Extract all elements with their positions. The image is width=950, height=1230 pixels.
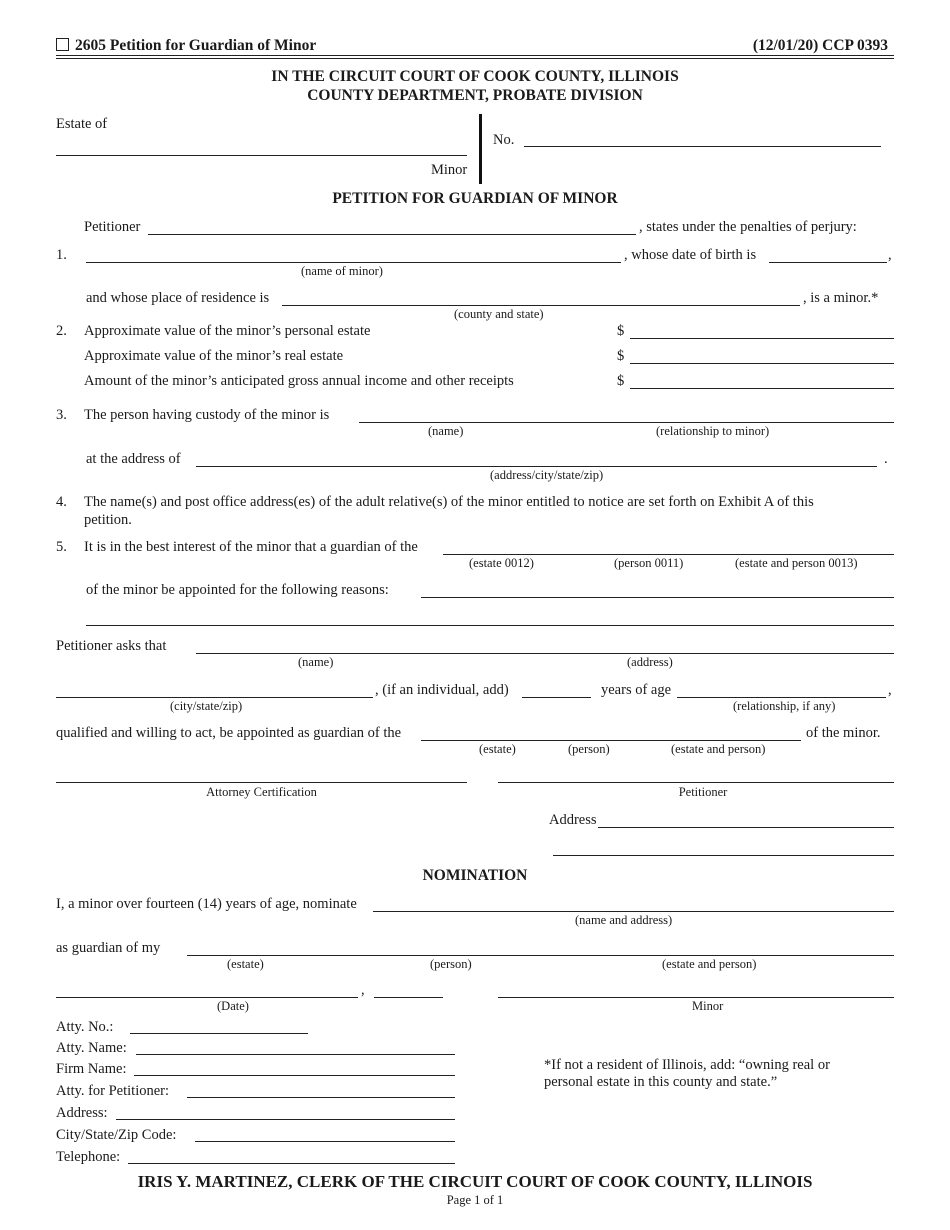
atty-no-input[interactable]	[130, 1015, 312, 1035]
custody-relationship-caption: (relationship to minor)	[656, 424, 770, 438]
custody-input[interactable]	[359, 404, 898, 424]
real-estate-label: Approximate value of the minor’s real estate	[84, 348, 344, 364]
dob-comma: ,	[888, 247, 892, 263]
real-estate-input[interactable]	[630, 345, 898, 365]
item-3-number: 3.	[56, 407, 67, 423]
petitioner-label: Petitioner	[84, 219, 141, 235]
atty-city-input[interactable]	[195, 1123, 459, 1143]
atty-address-input[interactable]	[116, 1101, 459, 1121]
name-address-caption: (name and address)	[575, 913, 673, 927]
atty-name-label: Atty. Name:	[56, 1040, 127, 1056]
individual-text: , (if an individual, add)	[375, 682, 509, 698]
date-input[interactable]	[56, 979, 362, 999]
address-caption: (address/city/state/zip)	[490, 468, 604, 482]
page-number: Page 1 of 1	[446, 1193, 504, 1207]
petitioner-address-input-1[interactable]	[598, 809, 898, 829]
nomination-type-input[interactable]	[187, 937, 898, 957]
asks-label: Petitioner asks that	[56, 638, 167, 654]
personal-estate-label: Approximate value of the minor’s personal estate	[84, 323, 371, 339]
reasons-input-2[interactable]	[86, 607, 898, 627]
caption-divider	[479, 114, 482, 184]
income-label: Amount of the minor’s anticipated gross annual income and other receipts	[84, 373, 514, 389]
income-input[interactable]	[630, 370, 898, 390]
option-person[interactable]: (person)	[568, 742, 610, 756]
dollar-sign: $	[617, 348, 625, 364]
years-of-age-text: years of age	[601, 682, 672, 698]
date-comma: ,	[361, 982, 365, 998]
firm-name-input[interactable]	[134, 1057, 459, 1077]
custody-label: The person having custody of the minor is	[84, 407, 330, 423]
nominee-city-input[interactable]	[56, 679, 377, 699]
footnote-line-1: *If not a resident of Illinois, add: “owning real or	[544, 1057, 830, 1073]
relationship-caption: (relationship, if any)	[733, 699, 836, 713]
nomination-option-estate[interactable]: (estate)	[227, 957, 264, 971]
nominee-address-caption: (address)	[627, 655, 673, 669]
nominee-name-caption: (name)	[298, 655, 334, 669]
option-person-0011[interactable]: (person 0011)	[614, 556, 684, 570]
atty-address-label: Address:	[56, 1105, 108, 1121]
option-estate-0012[interactable]: (estate 0012)	[469, 556, 534, 570]
reasons-input-1[interactable]	[421, 579, 898, 599]
atty-telephone-input[interactable]	[128, 1145, 459, 1165]
relationship-input[interactable]	[677, 679, 890, 699]
minor-name-caption: (name of minor)	[301, 264, 383, 278]
firm-name-label: Firm Name:	[56, 1061, 127, 1077]
county-state-caption: (county and state)	[454, 307, 544, 321]
clerk-footer: IRIS Y. MARTINEZ, CLERK OF THE CIRCUIT COURT OF COOK COUNTY, ILLINOIS	[137, 1172, 813, 1191]
item-1-number: 1.	[56, 247, 67, 263]
option-estate-person[interactable]: (estate and person)	[671, 742, 766, 756]
of-minor-text: of the minor.	[806, 725, 881, 741]
exhibit-a-text-cont: petition.	[84, 512, 132, 528]
option-estate-person-0013[interactable]: (estate and person 0013)	[735, 556, 858, 570]
nominate-text: I, a minor over fourteen (14) years of age, nominate	[56, 896, 357, 912]
attorney-cert-caption: Attorney Certification	[206, 785, 317, 799]
residence-input[interactable]	[282, 287, 804, 307]
nomination-heading: NOMINATION	[422, 867, 528, 884]
dollar-sign: $	[617, 323, 625, 339]
item-4-number: 4.	[56, 494, 67, 510]
year-input[interactable]	[374, 979, 447, 999]
form-title: 2605 Petition for Guardian of Minor	[56, 37, 316, 55]
personal-estate-input[interactable]	[630, 320, 898, 340]
dollar-sign: $	[617, 373, 625, 389]
option-estate[interactable]: (estate)	[479, 742, 516, 756]
relationship-comma: ,	[888, 682, 892, 698]
petitioner-address-label: Address	[549, 812, 597, 828]
minor-signature-caption: Minor	[692, 999, 724, 1013]
address-period: .	[884, 451, 888, 467]
atty-no-label: Atty. No.:	[56, 1019, 114, 1035]
is-minor-text: , is a minor.*	[803, 290, 879, 306]
guardian-of-my-text: as guardian of my	[56, 940, 161, 956]
best-interest-text: It is in the best interest of the minor that a guardian of the	[84, 539, 418, 555]
petitioner-input[interactable]	[148, 216, 640, 236]
form-code: (12/01/20) CCP 0393	[752, 37, 888, 54]
reasons-label: of the minor be appointed for the following reasons:	[86, 582, 389, 598]
guardian-type-input[interactable]	[443, 536, 898, 556]
petitioner-caption: Petitioner	[678, 785, 728, 799]
atty-city-label: City/State/Zip Code:	[56, 1127, 177, 1143]
dob-input[interactable]	[769, 244, 891, 264]
case-number-label: No.	[493, 132, 515, 148]
exhibit-a-text: The name(s) and post office address(es) of the adult relative(s) of the minor entitled to notice are set forth on Exhibit A of this	[84, 494, 814, 510]
nominee-name-address-input[interactable]	[373, 893, 898, 913]
dob-label: , whose date of birth is	[624, 247, 757, 263]
nomination-option-estate-person[interactable]: (estate and person)	[662, 957, 757, 971]
checkbox-icon[interactable]	[56, 38, 69, 51]
qualified-text: qualified and willing to act, be appointed as guardian of the	[56, 725, 402, 741]
item-5-number: 5.	[56, 539, 67, 555]
address-of-label: at the address of	[86, 451, 181, 467]
nomination-option-person[interactable]: (person)	[430, 957, 472, 971]
minor-signature-input[interactable]	[498, 979, 898, 999]
nominee-input[interactable]	[196, 635, 898, 655]
petitioner-signature-input[interactable]	[498, 764, 898, 784]
header-rule-bottom	[56, 58, 894, 59]
court-name: IN THE CIRCUIT COURT OF COOK COUNTY, ILLINOIS	[271, 68, 679, 85]
atty-name-input[interactable]	[136, 1036, 459, 1056]
residence-label: and whose place of residence is	[86, 290, 270, 306]
footnote-line-2: personal estate in this county and state.”	[544, 1074, 778, 1090]
document-title: PETITION FOR GUARDIAN OF MINOR	[332, 190, 618, 207]
city-state-zip-caption: (city/state/zip)	[170, 699, 243, 713]
guardian-of-input[interactable]	[421, 722, 805, 742]
atty-for-petitioner-input[interactable]	[187, 1079, 459, 1099]
custody-name-caption: (name)	[428, 424, 464, 438]
case-number-input[interactable]	[524, 128, 885, 148]
minor-name-input[interactable]	[86, 244, 625, 264]
attorney-cert-input[interactable]	[56, 764, 471, 784]
estate-of-label: Estate of	[56, 116, 108, 132]
court-division: COUNTY DEPARTMENT, PROBATE DIVISION	[307, 87, 643, 104]
date-caption: (Date)	[217, 999, 249, 1013]
perjury-text: , states under the penalties of perjury:	[639, 219, 857, 235]
atty-for-petitioner-label: Atty. for Petitioner:	[56, 1083, 170, 1099]
estate-name-input[interactable]	[56, 137, 471, 157]
atty-telephone-label: Telephone:	[56, 1149, 121, 1165]
custody-address-input[interactable]	[196, 448, 881, 468]
header-rule-top	[56, 55, 894, 56]
item-2-number: 2.	[56, 323, 67, 339]
minor-caption: Minor	[431, 162, 468, 178]
petitioner-address-input-2[interactable]	[553, 837, 898, 857]
age-input[interactable]	[522, 679, 595, 699]
